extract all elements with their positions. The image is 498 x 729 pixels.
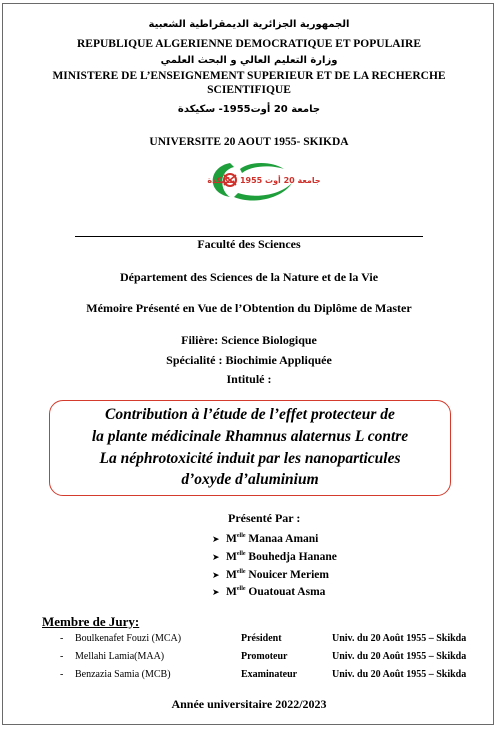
- logo-arabic-text: جامعة 20 أوت 1955 سكيكدة: [207, 176, 321, 185]
- jury-row: [0, 669, 498, 683]
- student-prefix-sup: elle: [236, 551, 246, 558]
- student-item: [212, 586, 325, 598]
- jury-member-name: Mellahi Lamia(MAA): [75, 651, 165, 662]
- jury-dash: -: [60, 651, 64, 662]
- arabic-republic-heading: الجمهورية الجزائرية الديمقراطية الشعبية: [148, 19, 350, 30]
- student-name: Manaa Amani: [248, 533, 319, 545]
- student-name: Bouhedja Hanane: [248, 551, 337, 563]
- memoire-label: Mémoire Présenté en Vue de l’Obtention du Diplôme de Master: [86, 301, 412, 315]
- specialite-label: Spécialité : Biochimie Appliquée: [166, 353, 332, 367]
- student-prefix: M: [226, 569, 237, 581]
- thesis-title-line: d’oxyde d’aluminium: [181, 471, 319, 488]
- jury-title: Membre de Jury:: [42, 614, 140, 629]
- republic-heading: REPUBLIQUE ALGERIENNE DEMOCRATIQUE ET POPULAIRE: [77, 38, 421, 50]
- intitule-label: Intitulé :: [226, 372, 272, 386]
- arrow-bullet-icon: ➤: [212, 535, 220, 545]
- jury-member-name: Benzazia Samia (MCB): [75, 669, 171, 680]
- jury-member-university: Univ. du 20 Août 1955 – Skikda: [332, 669, 467, 680]
- thesis-title-line: la plante médicinale Rhamnus alaternus L contre: [91, 428, 409, 445]
- student-prefix: M: [226, 551, 237, 563]
- student-prefix-sup: elle: [236, 586, 246, 593]
- jury-dash: -: [60, 669, 64, 680]
- university-logo: [200, 153, 321, 209]
- filiere-label: Filière: Science Biologique: [181, 333, 317, 347]
- student-item: [212, 551, 337, 563]
- student-prefix: M: [226, 586, 237, 598]
- jury-row: [0, 651, 498, 665]
- jury-member-role: Promoteur: [241, 651, 288, 662]
- jury-dash: -: [60, 633, 64, 644]
- jury-member-name: Boulkenafet Fouzi (MCA): [75, 633, 182, 644]
- jury-member-role: Examinateur: [241, 669, 298, 680]
- student-item: [212, 533, 318, 545]
- student-name: Ouatouat Asma: [248, 586, 326, 598]
- arrow-bullet-icon: ➤: [212, 571, 220, 581]
- thesis-title-line: Contribution à l’étude de l’effet protecteur de: [105, 406, 395, 423]
- student-prefix-sup: elle: [236, 533, 246, 540]
- jury-member-university: Univ. du 20 Août 1955 – Skikda: [332, 633, 467, 644]
- jury-member-role: Président: [241, 633, 282, 644]
- student-item: [212, 569, 329, 581]
- department-label: Département des Sciences de la Nature et de la Vie: [119, 270, 379, 284]
- ministry-heading-line2: SCIENTIFIQUE: [207, 84, 291, 96]
- arabic-ministry-heading: وزارة التعليم العالي و البحث العلمي: [160, 55, 338, 66]
- jury-row: [0, 633, 498, 647]
- arrow-bullet-icon: ➤: [212, 553, 220, 563]
- arrow-bullet-icon: ➤: [212, 588, 220, 598]
- ministry-heading-line1: MINISTERE DE L’ENSEIGNEMENT SUPERIEUR ET DE LA RECHERCHE: [52, 70, 446, 82]
- faculty-label: Faculté des Sciences: [197, 237, 301, 251]
- student-name: Nouicer Meriem: [248, 569, 329, 581]
- jury-member-university: Univ. du 20 Août 1955 – Skikda: [332, 651, 467, 662]
- thesis-title-line: La néphrotoxicité induit par les nanoparticules: [99, 450, 401, 467]
- student-prefix-sup: elle: [236, 569, 246, 576]
- student-prefix: M: [226, 533, 237, 545]
- academic-year: Année universitaire 2022/2023: [171, 697, 327, 711]
- university-heading: UNIVERSITE 20 AOUT 1955- SKIKDA: [149, 136, 349, 148]
- arabic-university-heading: جامعة 20 أوت1955- سكيكدة: [177, 104, 321, 115]
- presented-by-label: Présenté Par :: [228, 511, 301, 525]
